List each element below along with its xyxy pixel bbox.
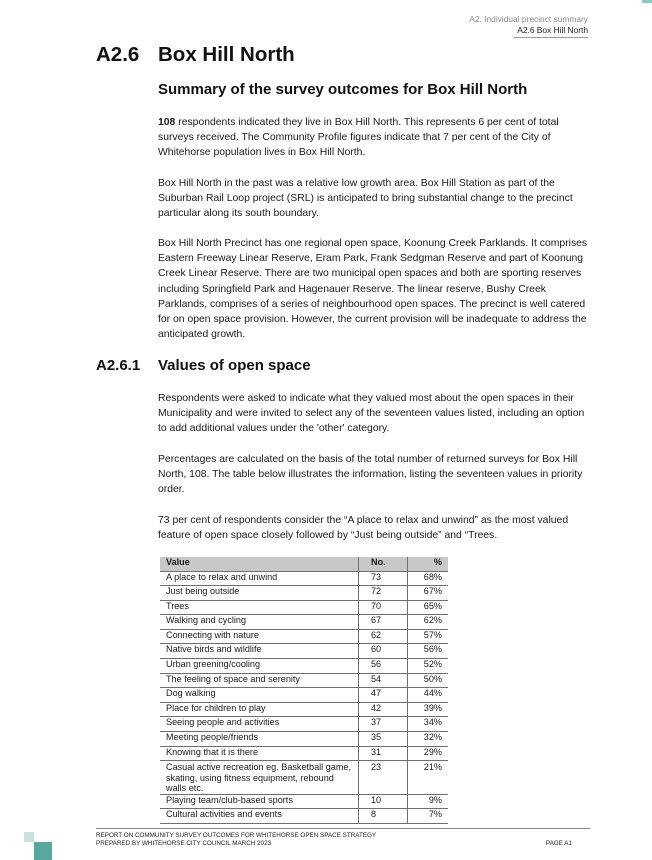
row-percent: 68% <box>408 571 449 586</box>
row-percent: 50% <box>408 673 449 688</box>
table-row <box>160 702 448 717</box>
row-number: 70 <box>359 600 408 615</box>
row-value: The feeling of space and serenity <box>160 673 359 688</box>
intro-text: respondents indicated they live in Box Hill North. This represents 6 per cent of total surveys received. The Community Profile figures indicate that 7 per cent of the City of Whitehorse population lives in Box Hill North. <box>158 117 559 159</box>
intro-paragraph <box>158 115 590 161</box>
table-row <box>160 688 448 703</box>
corner-accent <box>642 0 652 3</box>
row-number: 54 <box>359 673 408 688</box>
decorative-square-light <box>24 832 34 842</box>
row-number: 42 <box>359 702 408 717</box>
summary-heading: Summary of the survey outcomes for Box Hill North <box>158 81 528 98</box>
row-value: Meeting people/friends <box>160 732 359 747</box>
row-value: Just being outside <box>160 586 359 601</box>
table-row <box>160 615 448 630</box>
row-number: 47 <box>359 688 408 703</box>
row-percent: 44% <box>408 688 449 703</box>
table-row <box>160 629 448 644</box>
row-percent: 56% <box>408 644 449 659</box>
table-row <box>160 794 448 809</box>
row-percent: 67% <box>408 586 449 601</box>
row-percent: 39% <box>408 702 449 717</box>
row-number: 56 <box>359 659 408 674</box>
row-number: 60 <box>359 644 408 659</box>
row-number: 62 <box>359 629 408 644</box>
row-number: 37 <box>359 717 408 732</box>
values-intro-paragraph: Respondents were asked to indicate what they valued most about the open spaces in their Municipality and were invited to select any of the seventeen values listed, including an option to add additional values under the 'other' category. <box>158 393 585 435</box>
row-percent: 32% <box>408 732 449 747</box>
table-row <box>160 659 448 674</box>
row-value: Casual active recreation eg. Basketball game, skating, using fitness equipment, rebound walls etc. <box>160 761 359 795</box>
running-head-rule <box>514 37 588 38</box>
row-number: 31 <box>359 746 408 761</box>
row-number: 67 <box>359 615 408 630</box>
row-percent: 29% <box>408 746 449 761</box>
row-percent: 57% <box>408 629 449 644</box>
row-number: 10 <box>359 794 408 809</box>
header-value: Value <box>160 557 359 571</box>
respondent-count: 108 <box>158 117 176 128</box>
row-value: A place to relax and unwind <box>160 571 359 586</box>
table-row <box>160 586 448 601</box>
row-number: 35 <box>359 732 408 747</box>
values-table <box>160 557 448 824</box>
section-title: Box Hill North <box>158 43 295 66</box>
row-percent: 34% <box>408 717 449 732</box>
table-row <box>160 809 448 824</box>
running-head <box>469 14 588 38</box>
footer-prepared-by: PREPARED BY WHITEHORSE CITY COUNCIL MARCH 2023 <box>96 840 272 847</box>
row-value: Playing team/club-based sports <box>160 794 359 809</box>
row-value: Place for children to play <box>160 702 359 717</box>
decorative-square-dark <box>34 842 52 860</box>
row-number: 73 <box>359 571 408 586</box>
row-value: Trees <box>160 600 359 615</box>
subsection-title: Values of open space <box>158 357 311 374</box>
top-values-paragraph: 73 per cent of respondents consider the “A place to relax and unwind” as the most valued feature of open space closely followed by “Just being outside” and “Trees. <box>158 515 569 542</box>
header-percent: % <box>408 557 449 571</box>
row-number: 8 <box>359 809 408 824</box>
table-row <box>160 571 448 586</box>
row-number: 23 <box>359 761 408 795</box>
row-percent: 62% <box>408 615 449 630</box>
table-row <box>160 732 448 747</box>
row-value: Urban greening/cooling <box>160 659 359 674</box>
footer-report-title: REPORT ON COMMUNITY SURVEY OUTCOMES FOR WHITEHORSE OPEN SPACE STRATEGY <box>96 832 377 839</box>
footer <box>96 832 376 848</box>
percentages-paragraph: Percentages are calculated on the basis of the total number of returned surveys for Box Hill North, 108. The table below illustrates the information, listing the seventeen values in priority order. <box>158 454 583 496</box>
table-row <box>160 717 448 732</box>
row-number: 72 <box>359 586 408 601</box>
row-value: Cultural activities and events <box>160 809 359 824</box>
row-percent: 9% <box>408 794 449 809</box>
row-percent: 65% <box>408 600 449 615</box>
running-head-section: A2. Individual precinct summary <box>469 14 588 24</box>
table-row <box>160 761 448 795</box>
table-row <box>160 600 448 615</box>
open-space-paragraph: Box Hill North Precinct has one regional open space, Koonung Creek Parklands. It comprises Eastern Freeway Linear Reserve, Eram Park, Frank Sedgman Reserve and part of Koonung Creek Linear Reserve. There are two municipal open spaces and both are sporting reserves including Springfield Park and Hagenauer Reserve. The linear reserve, Bushy Creek Parklands, comprises of a series of neighbourhood open spaces. The precinct is well catered for on open space provision. However, the current provision will be inadequate to address the anticipated growth. <box>158 238 588 341</box>
row-value: Walking and cycling <box>160 615 359 630</box>
table-row <box>160 673 448 688</box>
subsection-number: A2.6.1 <box>96 357 141 374</box>
row-value: Native birds and wildlife <box>160 644 359 659</box>
header-number: No. <box>359 557 408 571</box>
section-number: A2.6 <box>96 43 140 66</box>
page-number: PAGE A1 <box>545 840 572 847</box>
running-head-subsection: A2.6 Box Hill North <box>517 25 588 35</box>
row-value: Knowing that it is there <box>160 746 359 761</box>
table-row <box>160 644 448 659</box>
row-value: Seeing people and activities <box>160 717 359 732</box>
table-row <box>160 746 448 761</box>
row-percent: 52% <box>408 659 449 674</box>
footer-rule <box>96 828 590 829</box>
table-header-row <box>160 557 448 571</box>
row-percent: 7% <box>408 809 449 824</box>
row-percent: 21% <box>408 761 449 795</box>
section-heading <box>96 43 295 67</box>
row-value: Connecting with nature <box>160 629 359 644</box>
subsection-heading <box>96 357 311 374</box>
growth-paragraph: Box Hill North in the past was a relative low growth area. Box Hill Station as part of the Suburban Rail Loop project (SRL) is anticipated to bring substantial change to the precinct particular along its south boundary. <box>158 178 573 220</box>
row-value: Dog walking <box>160 688 359 703</box>
